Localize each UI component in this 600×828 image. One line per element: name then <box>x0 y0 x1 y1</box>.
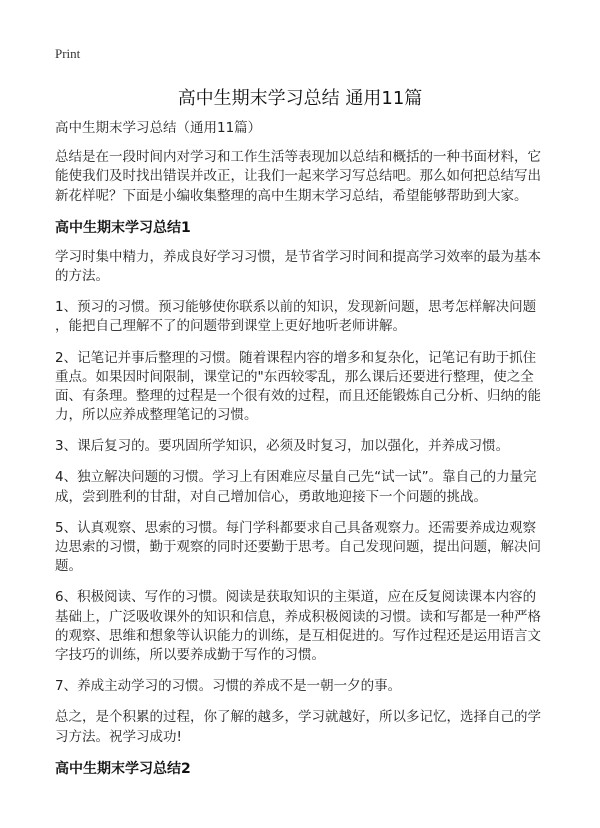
paragraph-line: 字技巧的训练，所以要养成勤于写作的习惯。 <box>55 646 325 663</box>
paragraph-line: 4、独立解决问题的习惯。学习上有困难应尽量自己先“试一试”。靠自己的力量完 <box>55 469 537 486</box>
paragraph <box>55 148 555 206</box>
paragraph-line: 总之，是个积累的过程，你了解的越多，学习就越好，所以多记忆，选择自己的学 <box>55 709 541 726</box>
paragraph-line: 1、预习的习惯。预习能够使你联系以前的知识，发现新问题，思考怎样解决问题 <box>55 299 537 316</box>
paragraph <box>55 248 555 286</box>
paragraph <box>55 677 555 696</box>
paragraph-line: 2、记笔记并事后整理的习惯。随着课程内容的增多和复杂化，记笔记有助于抓住 <box>55 349 537 366</box>
paragraph <box>55 588 555 665</box>
paragraph-line: 基础上，广泛吸收课外的知识和信息，养成积极阅读的习惯。读和写都是一种严格 <box>55 608 541 625</box>
paragraph-line: 的观察、思维和想象等认识能力的训练，是互相促进的。写作过程还是运用语言文 <box>55 627 541 644</box>
paragraph-line: 学习时集中精力，养成良好学习习惯，是节省学习时间和提高学习效率的最为基本 <box>55 248 541 265</box>
paragraph <box>55 349 555 426</box>
paragraph-line: 力，所以应养成整理笔记的习惯。 <box>55 407 258 424</box>
paragraph-line: 5、认真观察、思索的习惯。每门学科都要求自己具备观察力。还需要养成边观察 <box>55 519 537 536</box>
paragraph-line: 成，尝到胜利的甘甜，对自己增加信心，勇敢地迎接下一个问题的挑战。 <box>55 488 487 505</box>
paragraph <box>55 708 555 746</box>
paragraph-line: 的方法。 <box>55 267 109 284</box>
paragraph-line: ，能把自己理解不了的问题带到课堂上更好地听老师讲解。 <box>55 318 406 335</box>
paragraph-line: 能使我们及时找出错误并改正，让我们一起来学习写总结吧。那么如何把总结写出 <box>55 168 541 185</box>
paragraph-line: 题。 <box>55 558 82 575</box>
document-subtitle <box>55 119 555 138</box>
document-title: 高中生期末学习总结 通用11篇 <box>177 88 423 109</box>
document-body <box>55 119 555 789</box>
document-subtitle-text: 高中生期末学习总结（通用11篇） <box>55 120 262 136</box>
paragraph-line: 总结是在一段时间内对学习和工作生活等表现加以总结和概括的一种书面材料，它 <box>55 149 541 166</box>
paragraph-line: 面、有条理。整理的过程是一个很有效的过程，而且还能锻炼自己分析、归纳的能 <box>55 387 541 404</box>
paragraph-line: 7、养成主动学习的习惯。习惯的养成不是一朝一夕的事。 <box>55 678 402 695</box>
paragraph-line: 6、积极阅读、写作的习惯。阅读是获取知识的主渠道，应在反复阅读课本内容的 <box>55 589 537 606</box>
print-link[interactable]: Print <box>55 46 81 61</box>
paragraph <box>55 298 555 336</box>
paragraph <box>55 437 555 456</box>
paragraph-line: 重点。如果因时间限制，课堂记的"东西较零乱，那么课后还要进行整理，使之全 <box>55 368 534 385</box>
paragraph <box>55 468 555 506</box>
section-heading: 高中生期末学习总结1 <box>55 219 191 236</box>
paragraph-line: 新花样呢？下面是小编收集整理的高中生期末学习总结，希望能够帮助到大家。 <box>55 187 528 204</box>
paragraph-line: 边思索的习惯，勤于观察的同时还要勤于思考。自己发现问题，提出问题，解决问 <box>55 539 541 555</box>
paragraph-line: 习方法。祝学习成功! <box>55 728 182 745</box>
section-heading: 高中生期末学习总结2 <box>55 760 191 777</box>
paragraph-line: 3、课后复习的。要巩固所学知识，必须及时复习，加以强化，并养成习惯。 <box>55 438 510 455</box>
paragraph <box>55 519 555 577</box>
